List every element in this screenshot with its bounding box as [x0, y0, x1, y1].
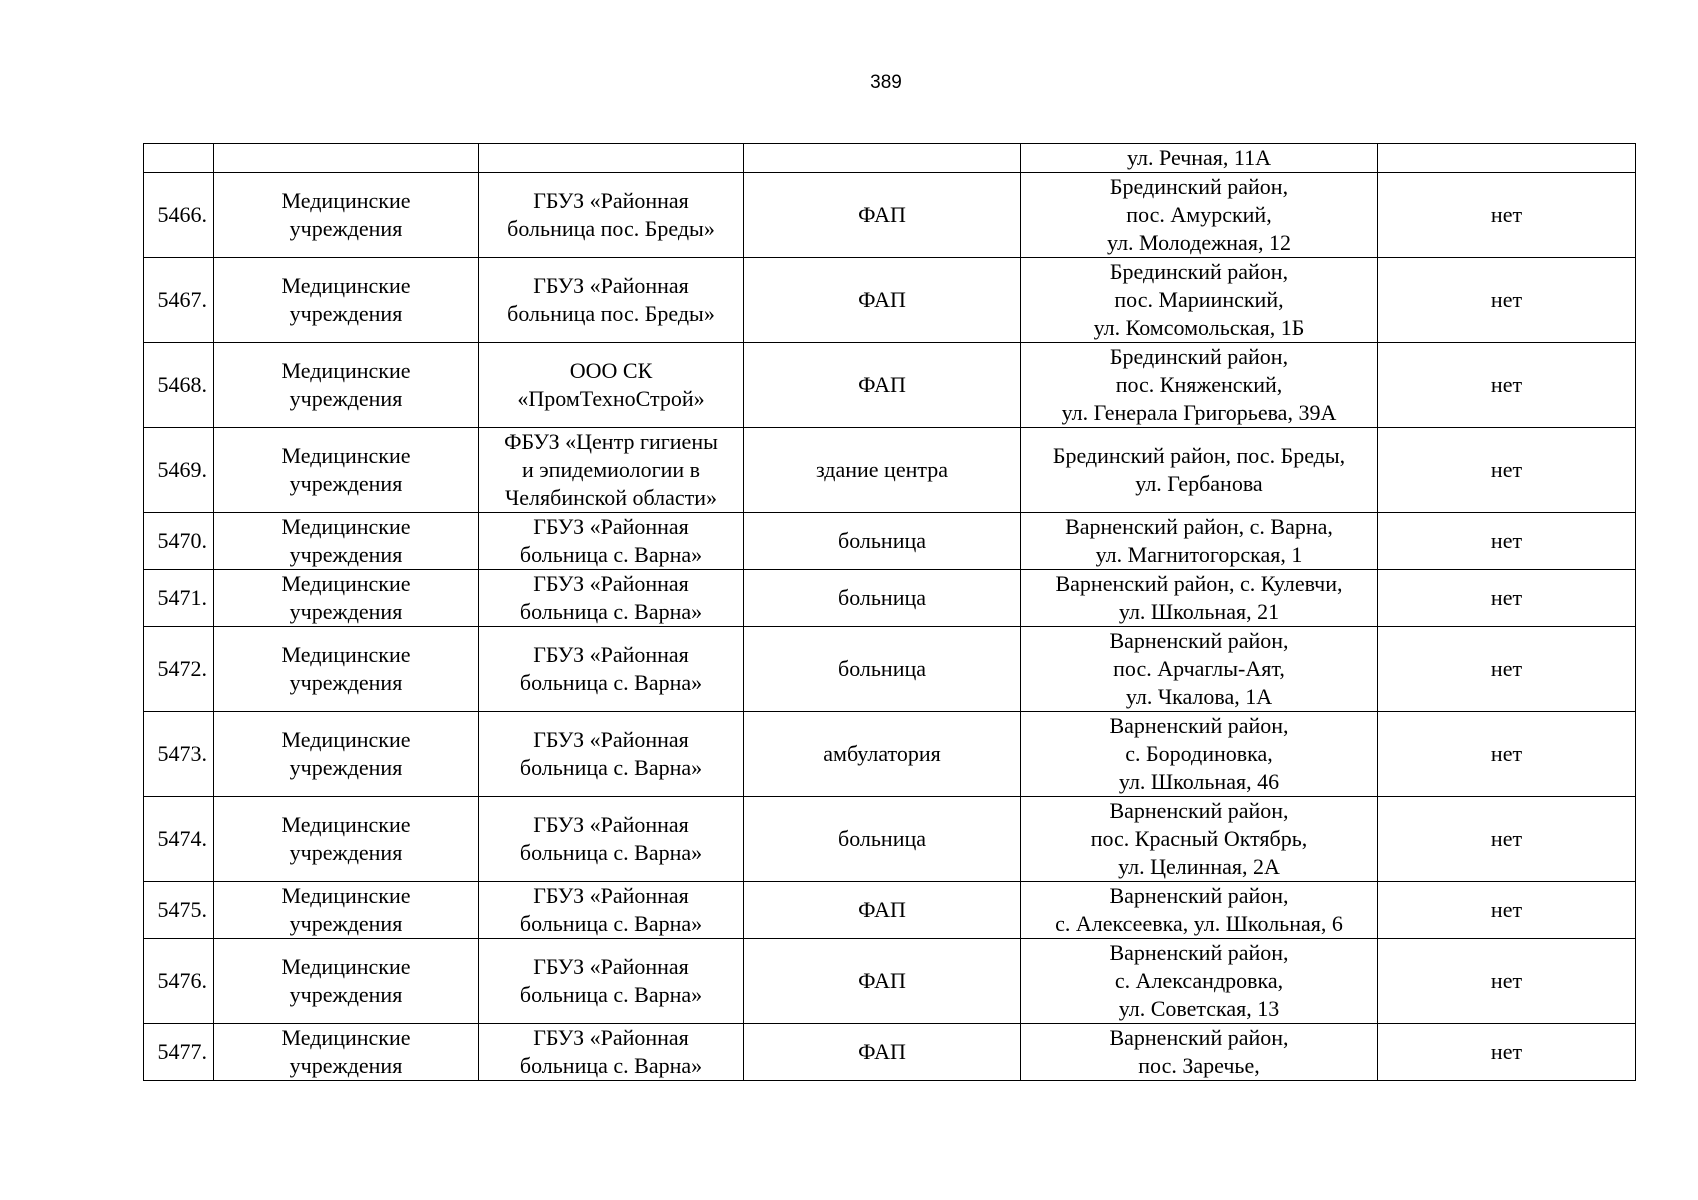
object-cell: больница	[744, 627, 1021, 712]
value-cell: нет	[1378, 428, 1636, 513]
organization-cell	[479, 1024, 744, 1081]
value-cell: нет	[1378, 343, 1636, 428]
organization-cell	[479, 513, 744, 570]
category-line: Медицинские	[281, 1025, 411, 1050]
address-line: ул. Школьная, 46	[1118, 769, 1280, 794]
address-cell	[1021, 343, 1378, 428]
address-line: пос. Княженский,	[1115, 372, 1283, 397]
organization-cell	[479, 939, 744, 1024]
organization-cell	[479, 428, 744, 513]
organization-line: больница с. Варна»	[519, 670, 703, 695]
address-line: Варненский район, с. Кулевчи,	[1055, 571, 1343, 596]
address-line: Брединский район,	[1109, 259, 1289, 284]
table-row-continuation	[144, 144, 1636, 173]
organization-line: ГБУЗ «Районная	[533, 642, 689, 667]
address-line: ул. Чкалова, 1А	[1125, 684, 1273, 709]
address-line: ул. Советская, 13	[1118, 996, 1280, 1021]
category-cell	[214, 712, 479, 797]
address-line: с. Алексеевка, ул. Школьная, 6	[1055, 911, 1343, 936]
table-row	[144, 939, 1636, 1024]
value-cell: нет	[1378, 939, 1636, 1024]
value-cell: нет	[1378, 1024, 1636, 1081]
category-line: Медицинские	[281, 273, 411, 298]
page-number: 389	[870, 72, 902, 93]
category-cell	[214, 144, 479, 173]
organization-line: больница с. Варна»	[519, 840, 703, 865]
row-number-cell: 5468.	[144, 343, 214, 428]
category-line: Медицинские	[281, 642, 411, 667]
address-line: ул. Школьная, 21	[1118, 599, 1280, 624]
object-cell: ФАП	[744, 173, 1021, 258]
category-line: Медицинские	[281, 514, 411, 539]
address-line: с. Александровка,	[1114, 968, 1284, 993]
organization-line: ГБУЗ «Районная	[533, 514, 689, 539]
organization-cell	[479, 173, 744, 258]
row-number-cell: 5469.	[144, 428, 214, 513]
address-cell	[1021, 1024, 1378, 1081]
row-number-cell: 5476.	[144, 939, 214, 1024]
address-line: ул. Целинная, 2А	[1118, 854, 1280, 879]
object-cell: ФАП	[744, 343, 1021, 428]
table-row	[144, 1024, 1636, 1081]
value-cell: нет	[1378, 882, 1636, 939]
address-cell	[1021, 627, 1378, 712]
address-cell	[1021, 712, 1378, 797]
category-line: Медицинские	[281, 812, 411, 837]
value-cell: нет	[1378, 173, 1636, 258]
table-row	[144, 627, 1636, 712]
organization-line: больница с. Варна»	[519, 755, 703, 780]
row-number-cell: 5467.	[144, 258, 214, 343]
category-cell	[214, 570, 479, 627]
address-line: Варненский район,	[1109, 883, 1289, 908]
organization-line: больница пос. Бреды»	[507, 216, 715, 241]
organization-line: ГБУЗ «Районная	[533, 1025, 689, 1050]
object-cell: амбулатория	[744, 712, 1021, 797]
organization-line: ГБУЗ «Районная	[533, 273, 689, 298]
category-cell	[214, 258, 479, 343]
organization-line: «ПромТехноСтрой»	[517, 386, 705, 411]
address-cell	[1021, 173, 1378, 258]
category-line: Медицинские	[281, 358, 411, 383]
registry-table	[143, 143, 1636, 1081]
category-line: Медицинские	[281, 571, 411, 596]
category-line: учреждения	[289, 755, 403, 780]
address-cell	[1021, 570, 1378, 627]
address-line: пос. Заречье,	[1138, 1053, 1260, 1078]
category-cell	[214, 882, 479, 939]
object-cell: ФАП	[744, 882, 1021, 939]
table-row	[144, 882, 1636, 939]
organization-line: больница с. Варна»	[519, 599, 703, 624]
organization-line: ГБУЗ «Районная	[533, 571, 689, 596]
category-line: учреждения	[289, 840, 403, 865]
category-line: Медицинские	[281, 954, 411, 979]
organization-line: больница с. Варна»	[519, 1053, 703, 1078]
organization-cell	[479, 627, 744, 712]
category-cell	[214, 343, 479, 428]
address-line: Варненский район,	[1109, 798, 1289, 823]
organization-line: ГБУЗ «Районная	[533, 188, 689, 213]
address-cell	[1021, 258, 1378, 343]
organization-line: ГБУЗ «Районная	[533, 812, 689, 837]
table-row	[144, 173, 1636, 258]
address-line: с. Бородиновка,	[1125, 741, 1273, 766]
category-line: учреждения	[289, 982, 403, 1007]
object-cell: больница	[744, 797, 1021, 882]
organization-line: больница пос. Бреды»	[507, 301, 715, 326]
row-number-cell: 5470.	[144, 513, 214, 570]
table-row	[144, 428, 1636, 513]
category-line: учреждения	[289, 301, 403, 326]
category-line: Медицинские	[281, 727, 411, 752]
address-line: Варненский район,	[1109, 628, 1289, 653]
organization-cell	[479, 144, 744, 173]
row-number-cell: 5475.	[144, 882, 214, 939]
table-row	[144, 797, 1636, 882]
address-cell	[1021, 882, 1378, 939]
table-row	[144, 513, 1636, 570]
organization-line: ООО СК	[569, 358, 653, 383]
category-line: учреждения	[289, 670, 403, 695]
value-cell: нет	[1378, 712, 1636, 797]
value-cell	[1378, 144, 1636, 173]
address-line: ул. Магнитогорская, 1	[1095, 542, 1303, 567]
category-line: учреждения	[289, 216, 403, 241]
address-line: Варненский район,	[1109, 940, 1289, 965]
organization-line: больница с. Варна»	[519, 982, 703, 1007]
organization-line: ГБУЗ «Районная	[533, 883, 689, 908]
address-line: ул. Гербанова	[1135, 471, 1263, 496]
object-cell: ФАП	[744, 258, 1021, 343]
address-line: ул. Молодежная, 12	[1107, 230, 1291, 255]
organization-cell	[479, 343, 744, 428]
object-cell: здание центра	[744, 428, 1021, 513]
address-line: пос. Амурский,	[1126, 202, 1272, 227]
address-cell	[1021, 428, 1378, 513]
value-cell: нет	[1378, 258, 1636, 343]
category-cell	[214, 797, 479, 882]
organization-line: больница с. Варна»	[519, 542, 703, 567]
organization-cell	[479, 570, 744, 627]
row-number-cell	[144, 144, 214, 173]
address-line: пос. Мариинский,	[1114, 287, 1284, 312]
row-number-cell: 5474.	[144, 797, 214, 882]
address-line: Брединский район,	[1109, 174, 1289, 199]
table-row	[144, 570, 1636, 627]
address-line: Варненский район, с. Варна,	[1065, 514, 1333, 539]
table-row	[144, 712, 1636, 797]
table-row	[144, 258, 1636, 343]
organization-line: Челябинской области»	[504, 485, 718, 510]
category-cell	[214, 627, 479, 712]
category-line: учреждения	[289, 911, 403, 936]
category-line: учреждения	[289, 599, 403, 624]
category-cell	[214, 939, 479, 1024]
organization-cell	[479, 258, 744, 343]
category-line: учреждения	[289, 386, 403, 411]
table-row	[144, 343, 1636, 428]
organization-cell	[479, 712, 744, 797]
category-line: Медицинские	[281, 188, 411, 213]
row-number-cell: 5466.	[144, 173, 214, 258]
table-body	[144, 144, 1636, 1081]
address-line: ул. Речная, 11А	[1127, 145, 1271, 170]
category-line: учреждения	[289, 1053, 403, 1078]
address-line: пос. Арчаглы-Аят,	[1113, 656, 1285, 681]
category-line: учреждения	[289, 542, 403, 567]
object-cell: больница	[744, 570, 1021, 627]
category-cell	[214, 173, 479, 258]
address-cell	[1021, 939, 1378, 1024]
row-number-cell: 5473.	[144, 712, 214, 797]
value-cell: нет	[1378, 627, 1636, 712]
object-cell: ФАП	[744, 1024, 1021, 1081]
row-number-cell: 5471.	[144, 570, 214, 627]
address-line: ул. Комсомольская, 1Б	[1093, 315, 1305, 340]
address-cell	[1021, 513, 1378, 570]
object-cell: больница	[744, 513, 1021, 570]
object-cell: ФАП	[744, 939, 1021, 1024]
value-cell: нет	[1378, 797, 1636, 882]
address-line: Варненский район,	[1109, 713, 1289, 738]
address-line: ул. Генерала Григорьева, 39А	[1061, 400, 1337, 425]
object-cell	[744, 144, 1021, 173]
category-cell	[214, 428, 479, 513]
category-line: учреждения	[289, 471, 403, 496]
organization-cell	[479, 882, 744, 939]
address-line: Брединский район, пос. Бреды,	[1052, 443, 1346, 468]
organization-line: ФБУЗ «Центр гигиены	[504, 429, 718, 454]
category-line: Медицинские	[281, 883, 411, 908]
row-number-cell: 5472.	[144, 627, 214, 712]
organization-cell	[479, 797, 744, 882]
category-cell	[214, 1024, 479, 1081]
organization-line: ГБУЗ «Районная	[533, 954, 689, 979]
address-line: Варненский район,	[1109, 1025, 1289, 1050]
organization-line: и эпидемиологии в	[521, 457, 701, 482]
value-cell: нет	[1378, 513, 1636, 570]
address-cell	[1021, 144, 1378, 173]
category-line: Медицинские	[281, 443, 411, 468]
row-number-cell: 5477.	[144, 1024, 214, 1081]
organization-line: больница с. Варна»	[519, 911, 703, 936]
value-cell: нет	[1378, 570, 1636, 627]
address-cell	[1021, 797, 1378, 882]
address-line: пос. Красный Октябрь,	[1090, 826, 1308, 851]
category-cell	[214, 513, 479, 570]
address-line: Брединский район,	[1109, 344, 1289, 369]
organization-line: ГБУЗ «Районная	[533, 727, 689, 752]
